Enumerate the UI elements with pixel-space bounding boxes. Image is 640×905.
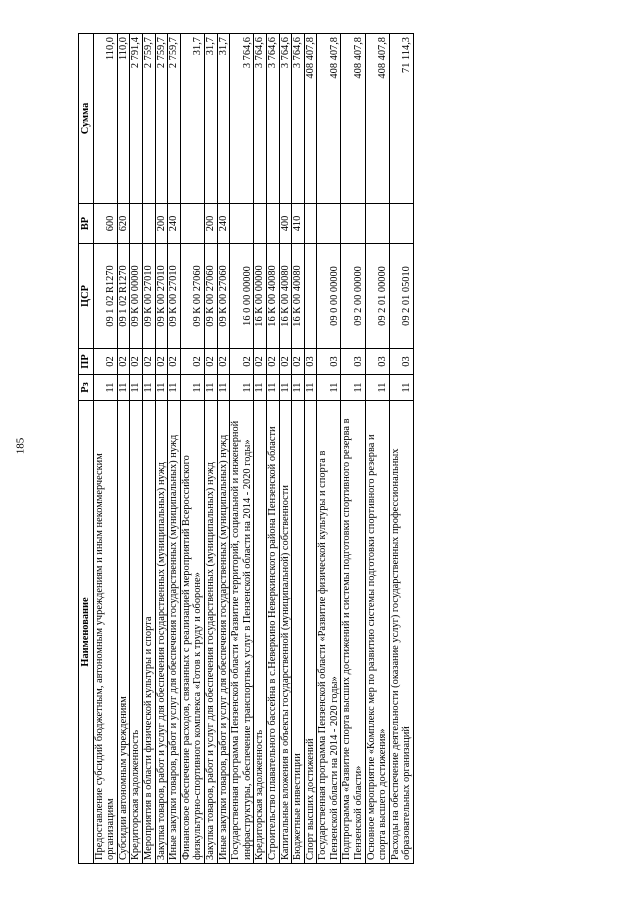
table-row	[155, 34, 168, 864]
table-row	[93, 34, 117, 864]
cell-sum: 3 764,6	[230, 34, 254, 204]
header-name: Наименование	[79, 401, 94, 864]
cell-vr	[254, 204, 267, 244]
cell-vr	[142, 204, 155, 244]
budget-table	[78, 33, 414, 864]
cell-rz: 11	[317, 375, 341, 401]
cell-rz: 11	[266, 375, 279, 401]
table-row	[389, 34, 413, 864]
cell-sum: 408 407,8	[317, 34, 341, 204]
cell-pr: 02	[180, 349, 204, 375]
cell-pr: 02	[266, 349, 279, 375]
cell-rz: 11	[341, 375, 365, 401]
cell-rz: 11	[279, 375, 292, 401]
cell-pr: 02	[292, 349, 305, 375]
cell-name: Расходы на обеспечение деятельности (оказание услуг) государственных профессиональных образовательных организаций	[389, 401, 413, 864]
table-row	[279, 34, 292, 864]
cell-sum: 2 759,7	[142, 34, 155, 204]
cell-vr	[230, 204, 254, 244]
cell-name: Закупка товаров, работ и услуг для обеспечения государственных (муниципальных) нужд	[155, 401, 168, 864]
cell-pr: 02	[230, 349, 254, 375]
header-pr: ПР	[79, 349, 94, 375]
table-row	[292, 34, 305, 864]
cell-sum: 408 407,8	[365, 34, 389, 204]
table-row	[117, 34, 130, 864]
cell-csr: 16 К 00 40080	[292, 244, 305, 349]
cell-rz: 11	[204, 375, 217, 401]
cell-sum: 408 407,8	[341, 34, 365, 204]
cell-rz: 11	[168, 375, 181, 401]
cell-pr: 03	[365, 349, 389, 375]
cell-csr: 16 К 00 00000	[254, 244, 267, 349]
cell-rz: 11	[365, 375, 389, 401]
cell-pr: 03	[389, 349, 413, 375]
cell-sum: 3 764,6	[254, 34, 267, 204]
cell-csr: 09 К 00 00000	[130, 244, 143, 349]
table-row	[304, 34, 317, 864]
cell-name: Кредиторская задолженность	[254, 401, 267, 864]
cell-pr: 02	[204, 349, 217, 375]
cell-name: Мероприятия в области физической культуры и спорта	[142, 401, 155, 864]
cell-name: Основное мероприятие «Комплекс мер по развитию системы подготовки спортивного резерва и спорта высшего достижения»	[365, 401, 389, 864]
cell-name: Иные закупки товаров, работ и услуг для обеспечения государственных (муниципальных) нужд	[168, 401, 181, 864]
cell-vr: 200	[204, 204, 217, 244]
cell-csr: 09 К 00 27010	[168, 244, 181, 349]
cell-rz: 11	[117, 375, 130, 401]
cell-vr: 240	[168, 204, 181, 244]
cell-pr: 02	[117, 349, 130, 375]
header-vr: ВР	[79, 204, 94, 244]
cell-csr: 09 К 00 27060	[217, 244, 230, 349]
cell-pr: 02	[155, 349, 168, 375]
cell-pr: 03	[304, 349, 317, 375]
cell-sum: 408 407,8	[304, 34, 317, 204]
cell-sum: 2 759,7	[155, 34, 168, 204]
cell-name: Строительство плавательного бассейна в с.Неверкино Неверкинского района Пензенской области	[266, 401, 279, 864]
cell-sum: 110,0	[117, 34, 130, 204]
cell-pr: 02	[130, 349, 143, 375]
cell-csr: 16 К 00 40080	[266, 244, 279, 349]
cell-rz: 11	[93, 375, 117, 401]
cell-sum: 31,7	[217, 34, 230, 204]
cell-pr: 02	[168, 349, 181, 375]
header-rz: Рз	[79, 375, 94, 401]
cell-sum: 31,7	[204, 34, 217, 204]
cell-sum: 71 114,3	[389, 34, 413, 204]
cell-rz: 11	[389, 375, 413, 401]
table-row	[317, 34, 341, 864]
cell-rz: 11	[304, 375, 317, 401]
cell-vr: 410	[292, 204, 305, 244]
cell-sum: 2 791,4	[130, 34, 143, 204]
table-row	[217, 34, 230, 864]
cell-csr: 09 К 00 27010	[155, 244, 168, 349]
cell-name: Кредиторская задолженность	[130, 401, 143, 864]
cell-sum: 31,7	[180, 34, 204, 204]
table-row	[254, 34, 267, 864]
cell-rz: 11	[180, 375, 204, 401]
cell-pr: 03	[341, 349, 365, 375]
cell-rz: 11	[230, 375, 254, 401]
cell-rz: 11	[254, 375, 267, 401]
cell-csr: 09 К 00 27060	[180, 244, 204, 349]
cell-csr: 09 2 01 05010	[389, 244, 413, 349]
cell-pr: 02	[279, 349, 292, 375]
cell-sum: 2 759,7	[168, 34, 181, 204]
cell-vr: 620	[117, 204, 130, 244]
cell-rz: 11	[217, 375, 230, 401]
cell-vr	[389, 204, 413, 244]
cell-name: Закупка товаров, работ и услуг для обеспечения государственных (муниципальных) нужд	[204, 401, 217, 864]
cell-name: Предоставление субсидий бюджетным, автономным учреждениям и иным некоммерческим организациям	[93, 401, 117, 864]
header-sum: Сумма	[79, 34, 94, 204]
cell-vr: 240	[217, 204, 230, 244]
cell-rz: 11	[155, 375, 168, 401]
cell-vr	[304, 204, 317, 244]
cell-vr	[180, 204, 204, 244]
cell-name: Государственная программа Пензенской области «Развитие территорий, социальной и инженерной инфраструктуры, обеспечение транспортных услуг в Пензенской области на 2014 - 2020 годы»	[230, 401, 254, 864]
cell-sum: 3 764,6	[292, 34, 305, 204]
cell-rz: 11	[292, 375, 305, 401]
cell-csr	[304, 244, 317, 349]
budget-table-container	[78, 34, 588, 864]
cell-pr: 02	[142, 349, 155, 375]
table-row	[266, 34, 279, 864]
cell-vr	[130, 204, 143, 244]
cell-pr: 03	[317, 349, 341, 375]
cell-vr: 600	[93, 204, 117, 244]
cell-rz: 11	[142, 375, 155, 401]
page-number: 185	[14, 437, 27, 455]
cell-csr: 09 2 01 00000	[365, 244, 389, 349]
cell-csr: 09 2 00 00000	[341, 244, 365, 349]
cell-csr: 16 0 00 00000	[230, 244, 254, 349]
cell-sum: 110,0	[93, 34, 117, 204]
cell-vr	[341, 204, 365, 244]
cell-csr: 09 К 00 27010	[142, 244, 155, 349]
cell-name: Капитальные вложения в объекты государственной (муниципальной) собственности	[279, 401, 292, 864]
cell-sum: 3 764,6	[279, 34, 292, 204]
cell-csr: 16 К 00 40080	[279, 244, 292, 349]
table-row	[230, 34, 254, 864]
table-row	[365, 34, 389, 864]
table-body	[93, 34, 413, 864]
cell-csr: 09 0 00 00000	[317, 244, 341, 349]
table-row	[180, 34, 204, 864]
cell-name: Субсидии автономным учреждениям	[117, 401, 130, 864]
cell-vr: 200	[155, 204, 168, 244]
cell-name: Подпрограмма «Развитие спорта высших достижений и системы подготовки спортивного резерва в Пензенской области»	[341, 401, 365, 864]
cell-vr	[365, 204, 389, 244]
cell-csr: 09 1 02 R1270	[93, 244, 117, 349]
table-row	[130, 34, 143, 864]
cell-name: Финансовое обеспечение расходов, связанных с реализацией мероприятий Всероссийского физкультурно-спортивного комплекса «Готов к труду и обороне»	[180, 401, 204, 864]
cell-rz: 11	[130, 375, 143, 401]
cell-name: Спорт высших достижений	[304, 401, 317, 864]
table-row	[341, 34, 365, 864]
cell-name: Бюджетные инвестиции	[292, 401, 305, 864]
cell-pr: 02	[93, 349, 117, 375]
cell-csr: 09 1 02 R1270	[117, 244, 130, 349]
table-row	[142, 34, 155, 864]
table-row	[168, 34, 181, 864]
header-csr: ЦСР	[79, 244, 94, 349]
cell-vr: 400	[279, 204, 292, 244]
cell-name: Иные закупки товаров, работ и услуг для обеспечения государственных (муниципальных) нужд	[217, 401, 230, 864]
cell-pr: 02	[254, 349, 267, 375]
cell-vr	[266, 204, 279, 244]
cell-csr: 09 К 00 27060	[204, 244, 217, 349]
table-row	[204, 34, 217, 864]
cell-sum: 3 764,6	[266, 34, 279, 204]
header-row	[79, 34, 94, 864]
cell-pr: 02	[217, 349, 230, 375]
cell-vr	[317, 204, 341, 244]
cell-name: Государственная программа Пензенской области «Развитие физической культуры и спорта в Пензенской области на 2014 - 2020 годы»	[317, 401, 341, 864]
